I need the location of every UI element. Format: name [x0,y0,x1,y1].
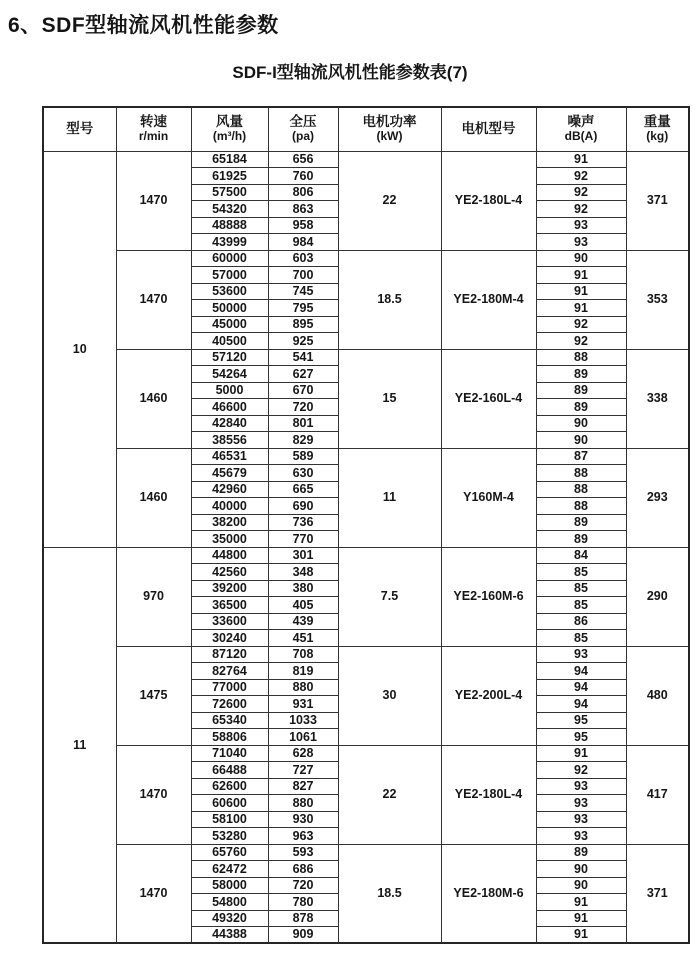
flow-cell: 71040 [191,745,268,762]
table-row [43,250,689,267]
noise-cell: 92 [536,762,626,779]
motor-cell: YE2-180M-4 [441,250,536,349]
flow-cell: 45679 [191,465,268,482]
pressure-cell: 700 [268,267,338,284]
header-flow-unit: (m³/h) [212,129,247,144]
noise-cell: 88 [536,349,626,366]
noise-cell: 91 [536,283,626,300]
power-cell: 11 [338,448,441,547]
weight-cell: 353 [626,250,689,349]
table-body [43,151,689,943]
pressure-cell: 727 [268,762,338,779]
flow-cell: 40000 [191,498,268,515]
pressure-cell: 736 [268,514,338,531]
page-title: 6、SDF型轴流风机性能参数 [8,14,279,37]
table-row [43,448,689,465]
pressure-cell: 593 [268,844,338,861]
pressure-cell: 958 [268,217,338,234]
rpm-cell: 1460 [116,349,191,448]
motor-cell: Y160M-4 [441,448,536,547]
flow-cell: 46531 [191,448,268,465]
header-pressure-unit: (pa) [292,129,314,144]
header-weight [626,107,689,151]
pressure-cell: 925 [268,333,338,350]
header-noise-unit: dB(A) [564,129,598,144]
flow-cell: 58000 [191,877,268,894]
pressure-cell: 931 [268,696,338,713]
pressure-cell: 630 [268,465,338,482]
motor-cell: YE2-160L-4 [441,349,536,448]
motor-cell: YE2-180M-6 [441,844,536,943]
rpm-cell: 1470 [116,745,191,844]
pressure-cell: 745 [268,283,338,300]
pressure-cell: 589 [268,448,338,465]
noise-cell: 91 [536,745,626,762]
noise-cell: 88 [536,465,626,482]
flow-cell: 57120 [191,349,268,366]
noise-cell: 93 [536,778,626,795]
noise-cell: 94 [536,679,626,696]
noise-cell: 92 [536,184,626,201]
noise-cell: 93 [536,795,626,812]
noise-cell: 94 [536,696,626,713]
flow-cell: 42560 [191,564,268,581]
rpm-cell: 1470 [116,151,191,250]
pressure-cell: 665 [268,481,338,498]
pressure-cell: 770 [268,531,338,548]
flow-cell: 49320 [191,910,268,927]
pressure-cell: 603 [268,250,338,267]
noise-cell: 90 [536,415,626,432]
header-weight-unit: (kg) [646,129,669,144]
flow-cell: 58100 [191,811,268,828]
pressure-cell: 670 [268,382,338,399]
pressure-cell: 827 [268,778,338,795]
pressure-cell: 909 [268,927,338,944]
flow-cell: 48888 [191,217,268,234]
pressure-cell: 439 [268,613,338,630]
header-motor-label: 电机型号 [461,121,516,137]
noise-cell: 89 [536,844,626,861]
rpm-cell: 1475 [116,646,191,745]
noise-cell: 94 [536,663,626,680]
flow-cell: 54320 [191,201,268,218]
noise-cell: 92 [536,333,626,350]
flow-cell: 30240 [191,630,268,647]
model-cell: 11 [43,547,116,943]
flow-cell: 82764 [191,663,268,680]
pressure-cell: 806 [268,184,338,201]
noise-cell: 90 [536,250,626,267]
weight-cell: 293 [626,448,689,547]
flow-cell: 54264 [191,366,268,383]
flow-cell: 46600 [191,399,268,416]
pressure-cell: 819 [268,663,338,680]
noise-cell: 90 [536,877,626,894]
weight-cell: 480 [626,646,689,745]
noise-cell: 92 [536,316,626,333]
pressure-cell: 380 [268,580,338,597]
header-power-label: 电机功率 [362,114,417,130]
noise-cell: 87 [536,448,626,465]
flow-cell: 87120 [191,646,268,663]
noise-cell: 89 [536,399,626,416]
flow-cell: 65184 [191,151,268,168]
flow-cell: 50000 [191,300,268,317]
noise-cell: 92 [536,201,626,218]
noise-cell: 85 [536,564,626,581]
pressure-cell: 690 [268,498,338,515]
power-cell: 7.5 [338,547,441,646]
noise-cell: 91 [536,151,626,168]
power-cell: 18.5 [338,844,441,943]
flow-cell: 42840 [191,415,268,432]
power-cell: 18.5 [338,250,441,349]
motor-cell: YE2-180L-4 [441,745,536,844]
flow-cell: 44388 [191,927,268,944]
pressure-cell: 760 [268,168,338,185]
noise-cell: 88 [536,498,626,515]
pressure-cell: 880 [268,795,338,812]
flow-cell: 38556 [191,432,268,449]
rpm-cell: 1460 [116,448,191,547]
flow-cell: 61925 [191,168,268,185]
noise-cell: 93 [536,646,626,663]
flow-cell: 72600 [191,696,268,713]
model-cell: 10 [43,151,116,547]
pressure-cell: 301 [268,547,338,564]
rpm-cell: 970 [116,547,191,646]
pressure-cell: 880 [268,679,338,696]
flow-cell: 40500 [191,333,268,350]
header-motor [441,107,536,151]
flow-cell: 44800 [191,547,268,564]
header-power-unit: (kW) [376,129,403,144]
pressure-cell: 720 [268,399,338,416]
flow-cell: 60000 [191,250,268,267]
pressure-cell: 1061 [268,729,338,746]
pressure-cell: 863 [268,201,338,218]
pressure-cell: 451 [268,630,338,647]
header-flow [191,107,268,151]
pressure-cell: 801 [268,415,338,432]
rpm-cell: 1470 [116,250,191,349]
noise-cell: 89 [536,531,626,548]
noise-cell: 88 [536,481,626,498]
table-row [43,745,689,762]
flow-cell: 5000 [191,382,268,399]
noise-cell: 93 [536,234,626,251]
weight-cell: 290 [626,547,689,646]
flow-cell: 58806 [191,729,268,746]
noise-cell: 86 [536,613,626,630]
flow-cell: 39200 [191,580,268,597]
pressure-cell: 686 [268,861,338,878]
motor-cell: YE2-180L-4 [441,151,536,250]
pressure-cell: 963 [268,828,338,845]
flow-cell: 65340 [191,712,268,729]
table-row [43,547,689,564]
flow-cell: 38200 [191,514,268,531]
flow-cell: 45000 [191,316,268,333]
table-caption: SDF-I型轴流风机性能参数表(7) [232,63,468,82]
noise-cell: 84 [536,547,626,564]
noise-cell: 93 [536,828,626,845]
flow-cell: 57500 [191,184,268,201]
pressure-cell: 878 [268,910,338,927]
header-weight-label: 重量 [643,114,671,130]
noise-cell: 92 [536,168,626,185]
table-header [43,107,689,151]
noise-cell: 89 [536,366,626,383]
noise-cell: 91 [536,267,626,284]
power-cell: 15 [338,349,441,448]
noise-cell: 89 [536,382,626,399]
rpm-cell: 1470 [116,844,191,943]
header-pressure [268,107,338,151]
table-row [43,844,689,861]
noise-cell: 93 [536,217,626,234]
pressure-cell: 895 [268,316,338,333]
header-power [338,107,441,151]
flow-cell: 77000 [191,679,268,696]
weight-cell: 338 [626,349,689,448]
table-row [43,151,689,168]
power-cell: 22 [338,745,441,844]
header-rpm [116,107,191,151]
flow-cell: 33600 [191,613,268,630]
noise-cell: 89 [536,514,626,531]
header-flow-label: 风量 [216,114,243,130]
pressure-cell: 628 [268,745,338,762]
pressure-cell: 627 [268,366,338,383]
noise-cell: 90 [536,861,626,878]
pressure-cell: 795 [268,300,338,317]
noise-cell: 91 [536,894,626,911]
motor-cell: YE2-200L-4 [441,646,536,745]
flow-cell: 43999 [191,234,268,251]
weight-cell: 417 [626,745,689,844]
motor-cell: YE2-160M-6 [441,547,536,646]
header-row [43,107,689,151]
pressure-cell: 656 [268,151,338,168]
flow-cell: 53600 [191,283,268,300]
pressure-cell: 829 [268,432,338,449]
flow-cell: 62472 [191,861,268,878]
pressure-cell: 930 [268,811,338,828]
header-rpm-label: 转速 [140,114,167,130]
table-row [43,646,689,663]
noise-cell: 90 [536,432,626,449]
pressure-cell: 984 [268,234,338,251]
header-noise-label: 噪声 [567,114,595,130]
noise-cell: 85 [536,597,626,614]
flow-cell: 53280 [191,828,268,845]
header-noise [536,107,626,151]
noise-cell: 93 [536,811,626,828]
noise-cell: 91 [536,300,626,317]
noise-cell: 95 [536,712,626,729]
power-cell: 22 [338,151,441,250]
noise-cell: 91 [536,927,626,944]
flow-cell: 36500 [191,597,268,614]
pressure-cell: 780 [268,894,338,911]
flow-cell: 42960 [191,481,268,498]
flow-cell: 62600 [191,778,268,795]
weight-cell: 371 [626,844,689,943]
noise-cell: 91 [536,910,626,927]
pressure-cell: 405 [268,597,338,614]
power-cell: 30 [338,646,441,745]
pressure-cell: 720 [268,877,338,894]
pressure-cell: 708 [268,646,338,663]
flow-cell: 35000 [191,531,268,548]
pressure-cell: 1033 [268,712,338,729]
flow-cell: 54800 [191,894,268,911]
noise-cell: 85 [536,580,626,597]
header-model [43,107,116,151]
header-pressure-label: 全压 [289,114,317,130]
fan-performance-table [42,106,690,944]
pressure-cell: 541 [268,349,338,366]
header-model-label: 型号 [66,121,94,137]
flow-cell: 57000 [191,267,268,284]
table-row [43,349,689,366]
flow-cell: 60600 [191,795,268,812]
header-rpm-unit: r/min [138,129,169,144]
noise-cell: 95 [536,729,626,746]
weight-cell: 371 [626,151,689,250]
noise-cell: 85 [536,630,626,647]
flow-cell: 66488 [191,762,268,779]
flow-cell: 65760 [191,844,268,861]
pressure-cell: 348 [268,564,338,581]
